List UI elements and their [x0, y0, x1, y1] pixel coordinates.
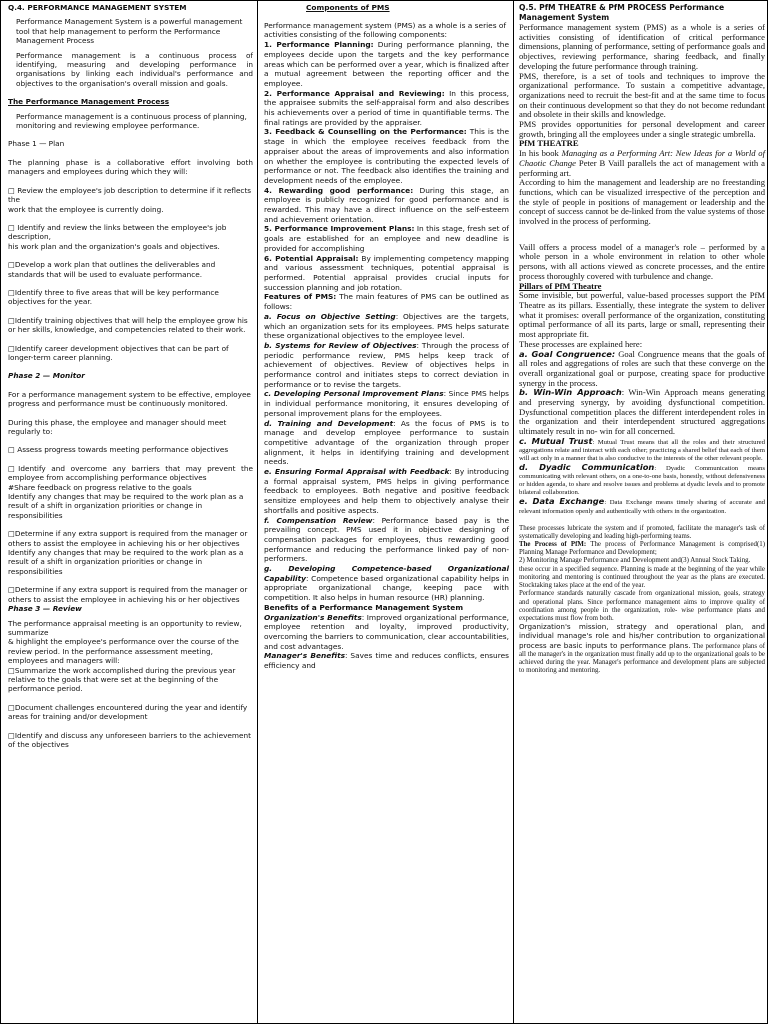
- paragraph: Performance management system (PMS) as a whole is a series of activities consisting of the following components:: [264, 20, 507, 40]
- paragraph: Performance management is a continuous process of identifying, measuring and developing performance in organisations by linking each individual's performance and objectives to the organisation's overall mission and goals.: [16, 50, 253, 88]
- paragraph: The performance appraisal meeting is an opportunity to review, summarize: [8, 618, 242, 637]
- heading-pillars: Pillars of PfM Theatre: [519, 280, 602, 291]
- paragraph: Performance management is a continuous process of planning, monitoring and reviewing employee performance.: [16, 111, 247, 131]
- text-span: : Improved organizational performance, employee retention and loyalty, improved productivity, overcoming the barriers to communication, clear accountabilities, and cost advantages.: [264, 612, 509, 651]
- text-span: e. Ensuring Formal Appraisal with Feedback: [264, 467, 450, 477]
- list-item: Identify any changes that may be required to the work plan as a result of a shift in organization priorities or change in responsibilities: [8, 492, 244, 520]
- text-span: During performance planning, the employees decide upon the targets and the key performance areas which can be performed over a year, which is finalized after a mutual agreement between the reporting officer and the employee.: [264, 40, 509, 88]
- list-item: #Share feedback on progress relative to the goals: [8, 482, 192, 492]
- paragraph: Performance standards naturally cascade from organizational mission, goals, strategy and operational plans. Since performance management aims to improve quality of coordination among people in the organization, role- wise performance plans and expectations must flow from both.: [519, 590, 765, 622]
- text-span: 1. Performance Planning:: [264, 40, 374, 50]
- text-span: 3. Feedback & Counselling on the Performance:: [264, 127, 467, 137]
- text-span: Goal Congruence means that the goals of all roles and aggregations of roles are such that these converge on the overall organizational goal or purpose, creating space for productive synergy in the process.: [519, 348, 766, 388]
- component-item: [264, 40, 509, 89]
- text-span: e. Data Exchange: [519, 496, 605, 507]
- paragraph: Some invisible, but powerful, value-based processes support the PfM Theatre as its pillars. Essentially, these integrate the system to deliver what it promises: overall performance of the organization, constituting optimal performance of all its parts, large or small, representing their most appropriate fit.: [519, 290, 765, 340]
- list-item: □ Assess progress towards meeting performance objectives: [8, 445, 229, 455]
- text-span: : Dyadic Communication means communicating with relevant others, on a one-to-one basis, honestly, without defensiveness or hidden agenda, to share and resolve issues and problems at dyadic levels and to promote bilateral collaboration.: [519, 465, 765, 497]
- text-span: : Since PMS helps in individual performance monitoring, it ensures developing of personal improvement plans for the employees.: [264, 389, 509, 418]
- feature-item: [264, 341, 509, 390]
- benefit-item: [264, 613, 509, 652]
- text-span: : Win-Win Approach means generating and preserving synergy, by avoiding dysfunctional competition. Dysfunctional competition places the different interdependent roles in the organization and their interdependent structured aggregations ultimately result in no- win for all concerned.: [519, 387, 765, 437]
- paragraph: Vaill offers a process model of a manager's role – performed by a whole person in a whole environment in relation to other whole persons, with all actions viewed as concrete processes, and the entire process thoroughly covered with turbulence and change.: [519, 241, 765, 281]
- text-span: In this process, the appraisee submits the self-appraisal form and also describes his achievements over a period of time in quantifiable terms. The final ratings are provided by the appraiser.: [264, 88, 509, 127]
- text-span: The main features of PMS can be outlined as follows:: [264, 292, 509, 312]
- benefits-heading: Benefits of a Performance Management System: [264, 602, 464, 612]
- text-span: Manager's Benefits: [264, 651, 346, 661]
- feature-item: [264, 467, 509, 516]
- text-span: In his book: [519, 148, 562, 159]
- component-item: [264, 186, 509, 225]
- paragraph: For a performance management system to be effective, employee progress and performance must be continuously monitored.: [8, 389, 251, 409]
- list-item: □Document challenges encountered during the year and identify areas for training and/or development: [8, 702, 248, 722]
- text-span: c. Mutual Trust: [519, 435, 593, 446]
- text-span: Managing as a Performing Art: New Ideas for a World of Chaotic Change: [519, 148, 765, 168]
- text-span: The performance plans of all the manager's in the organization must finally add up to the organizational goals to be achieved during the year. Manager's performance and development plans are subjected to monitoring and mentoring.: [519, 642, 766, 675]
- list-item: □Develop a work plan that outlines the deliverables and standards that will be used to evaluate performance.: [8, 260, 216, 279]
- phase-3-heading: Phase 3 — Review: [8, 604, 82, 614]
- text-span: g. Developing Competence-based Organizational Capability: [264, 564, 509, 583]
- text-span: d. Training and Development: [264, 418, 394, 428]
- list-item: Identify any changes that may be required to the work plan as a result of a shift in organization priorities or change in responsibilities: [8, 548, 244, 576]
- text-span: : As the focus of PMS is to manage and develop employee performance to sustain competitive advantage of the organization through proper alignment, it helps in identifying training and development needs.: [264, 418, 509, 467]
- paragraph: 2) Monitoring Manage Performance and Development and(3) Annual Stock Taking.: [519, 557, 751, 565]
- section-title-pfm: Q.5. PfM THEATRE & PfM PROCESS Performance Management System: [519, 3, 725, 22]
- text-span: In this stage, fresh set of goals are established for an employee and new deadline is provided for accomplishing: [264, 224, 509, 253]
- text-span: During this stage, an employee is publicly recognized for good performance and is rewarded. This may have a direct influence on the self-esteem and achievement orientation.: [264, 185, 509, 224]
- text-span: By implementing competency mapping and various assessment techniques, potential appraisal is performed. Potential appraisal provides crucial inputs for succession planning and job rotation.: [264, 253, 510, 292]
- list-item: □Identify three to five areas that will be key performance objectives for the year.: [8, 287, 219, 307]
- text-span: c. Developing Personal Improvement Plans: [264, 389, 444, 399]
- list-item: □Determine if any extra support is required from the manager or others to assist the employee in achieving his or her objectives: [8, 585, 248, 604]
- feature-item: [264, 312, 509, 341]
- text-span: : Through the process of periodic performance review, PMS helps keep track of achievement of objectives. Review of objectives helps in performance control and initiates steps to correct deviation in performance or to revise the targets.: [264, 340, 509, 389]
- paragraph: These processes lubricate the system and if promoted, facilitate the manager's task of systematically developing and leading high-performing teams.: [519, 524, 765, 540]
- text-span: The process of Performance Management is comprised(1) Planning Manage Performance and Development;: [519, 541, 765, 557]
- phase-2-heading: Phase 2 — Monitor: [8, 371, 85, 381]
- paragraph: Performance management system (PMS) as a whole is a series of activities consisting of identification of critical performance dimensions, planning of performance, setting of performance goals and objectives, reviewing performance, sharing feedback, and finally developing the future performance through training.: [519, 22, 765, 71]
- paragraph: These processes are explained here:: [519, 338, 643, 349]
- text-span: : By introducing a formal appraisal system, PMS helps in giving performance feedback to employees. Both negative and positive feedback sensitize employees and help them to objectively analyse their shortfalls and positive aspects.: [264, 467, 509, 515]
- list-item: □Determine if any extra support is required from the manager or others to assist the employee in achieving his or her objectives: [8, 529, 248, 548]
- component-item: [264, 254, 509, 293]
- column-pms: [1, 1, 258, 1023]
- list-item: □Summarize the work accomplished during the previous year relative to the goals that were set at the beginning of the performance period.: [8, 665, 236, 694]
- features-intro: [264, 292, 509, 311]
- list-item: □ Identify and review the links between the employee's job description,: [8, 222, 227, 242]
- paragraph: During this phase, the employee and manager should meet regularly to:: [8, 417, 227, 436]
- text-span: d. Dyadic Communication: [519, 462, 655, 473]
- component-item: [264, 224, 509, 253]
- heading-pm-process: The Performance Management Process: [8, 97, 170, 107]
- component-item: [264, 89, 509, 128]
- list-item-cont: work that the employee is currently doing.: [8, 204, 164, 214]
- text-span: : Data Exchange means timely sharing of accurate and relevant information openly and authentically with others in the organization.: [519, 499, 766, 515]
- text-span: : Performance based pay is the prevailing concept. PMS used it in objective designing of compensation packages for employees, thus rewarding good performance and reducing the performance linked pay of non-performers.: [264, 515, 509, 564]
- pillar-item: [519, 350, 765, 389]
- text-span: 4. Rewarding good performance:: [264, 185, 414, 195]
- pillar-item: [519, 497, 765, 515]
- text-span: : Objectives are the targets, which an organization sets for its employees. PMS helps saturate these organizational objectives to the employee level.: [264, 311, 509, 341]
- text-span: a. Focus on Objective Setting: [264, 311, 396, 321]
- list-item-cont: his work plan and the organization's goals and objectives.: [8, 241, 220, 251]
- text-span: Peter B Vaill parallels the act of management with a performing art.: [519, 157, 765, 178]
- paragraph: The planning phase is a collaborative effort involving both managers and employees during which they will:: [8, 157, 253, 177]
- pillar-item: [519, 388, 765, 437]
- feature-item: [264, 419, 509, 468]
- paragraph: [519, 623, 765, 675]
- feature-item: [264, 516, 509, 565]
- text-span: f. Compensation Review: [264, 515, 373, 525]
- text-span: b. Win-Win Approach: [519, 387, 622, 398]
- benefit-item: [264, 651, 509, 670]
- list-item: □Identify and discuss any unforeseen barriers to the achievement of the objectives: [8, 730, 251, 749]
- text-span: Features of PMS:: [264, 292, 337, 302]
- text-span: : Saves time and reduces conflicts, ensures efficiency and: [264, 651, 509, 671]
- text-span: b. Systems for Review of Objectives: [264, 340, 417, 350]
- paragraph: PMS, therefore, is a set of tools and techniques to improve the organizational performance. To sustain a competitive advantage, organizations need to recruit the best-fit and at the same time to focus on their continuous development so that they do not become redundant and obsolete in their skills and knowledge.: [519, 70, 765, 120]
- list-item: □ Review the employee's job description to determine if it reflects the: [8, 185, 252, 205]
- paragraph: Performance Management System is a powerful management tool that help management to perform the Performance Management Process: [16, 17, 243, 46]
- paragraph: PMS provides opportunities for personal development and career growth, bringing all the employees under a single strategic umbrella.: [519, 119, 765, 139]
- component-item: [264, 127, 509, 185]
- pillar-item: [519, 463, 765, 497]
- text-span: a. Goal Congruence:: [519, 348, 616, 359]
- paragraph: these occur in a specified sequence. Planning is made at the beginning of the year while monitoring and mentoring is continued throughout the year as the plans are executed. Stocktaking takes place at the end of the year.: [519, 565, 765, 590]
- pillar-item: [519, 437, 765, 463]
- heading-pfm-theatre: PfM THEATRE: [519, 138, 579, 149]
- paragraph: [519, 149, 765, 178]
- feature-item: [264, 564, 509, 603]
- column-pfm-theatre: [514, 1, 768, 1023]
- paragraph: According to him the management and leadership are no freestanding functions, which can be visualized irrespective of the perception and the style of people in positions of management or leadership and the concept of success cannot be de-linked from the value systems of those involved in the process of performing.: [519, 177, 765, 227]
- paragraph: [519, 541, 765, 557]
- phase-1-heading: Phase 1 — Plan: [8, 139, 65, 149]
- text-span: : Competence based organizational capability helps in appropriate organizational change, keeping pace with competition. It also helps in human resource (HR) planning.: [264, 573, 509, 603]
- column-components: [258, 1, 514, 1023]
- text-span: This is the stage in which the employee receives feedback from the appraiser about the areas of improvements and also information on whether the employee is contributing the expected levels of performance or not. The feedback also identifies the training and development needs of the employee.: [264, 127, 510, 185]
- list-item: □Identify and overcome any barriers that may prevent the employee from accomplishing performance objectives: [8, 463, 253, 483]
- text-span: 2. Performance Appraisal and Reviewing:: [264, 88, 445, 98]
- list-item: □Identify training objectives that will help the employee grow his or her skills, knowledge, and competencies related to their work.: [8, 315, 248, 335]
- section-title-components: Components of PMS: [306, 3, 390, 12]
- text-span: Organization's mission, strategy and operational plan, and individual manage's role and his/her contribution to organizational process are basic inputs to performance plans.: [519, 622, 765, 650]
- text-span: 6. Potential Appraisal:: [264, 253, 359, 263]
- text-span: Organization's Benefits: [264, 612, 362, 622]
- paragraph: & highlight the employee's performance over the course of the review period. In the performance assessment meeting, employees and managers will:: [8, 637, 239, 666]
- text-span: : Mutual Trust means that all the roles and their structured aggregations relate and interact with each other; practicing a shared belief that each of them will act only in a manner that is also conducive to the interests of the other relevant people.: [519, 438, 765, 463]
- text-span: The Process of PfM:: [519, 541, 587, 549]
- list-item: □Identify career development objectives that can be part of longer-term career planning.: [8, 343, 229, 362]
- section-title-pms: Q.4. PERFORMANCE MANAGEMENT SYSTEM: [8, 3, 187, 12]
- feature-item: [264, 389, 509, 418]
- text-span: 5. Performance Improvement Plans:: [264, 224, 415, 234]
